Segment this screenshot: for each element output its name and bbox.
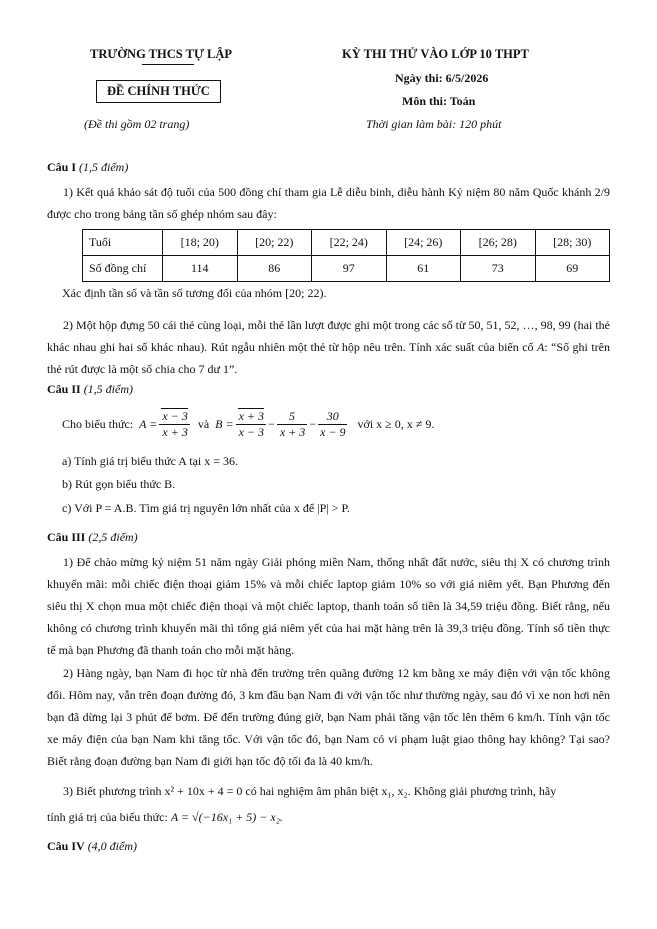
pages-note: (Đề thi gồm 02 trang) — [84, 117, 190, 131]
school-underline — [142, 64, 194, 65]
ask-group: [20; 22) — [285, 286, 324, 300]
table-row-count — [83, 256, 610, 282]
ask-text: Xác định tần số và tần số tương đối của nhóm — [62, 286, 286, 300]
question-2-part-a: a) Tính giá trị biểu thức A tại x = 36. — [62, 454, 239, 468]
question-2-label: Câu II — [47, 382, 81, 396]
event-description: : “Số ghi trên thẻ rút được là một số chia cho 7 dư 1”. — [47, 340, 610, 376]
table-cell-count: 97 — [312, 256, 387, 282]
table-cell-group: [28; 30) — [535, 230, 610, 256]
term-3-numerator: 30 — [318, 409, 347, 425]
expression-intro: Cho biểu thức: — [62, 416, 134, 431]
official-stamp: ĐỀ CHÍNH THỨC — [96, 80, 221, 103]
expression-A-name: A = — [139, 416, 158, 431]
part-2-text: 2) Một hộp đựng 50 cái thẻ cùng loại, mỗi thẻ lần lượt được ghi một trong các số từ 50, 51, 52, …, 98, 99 (hai thẻ khác nhau ghi hai số khác nhau). Rút ngẫu nhiên một thẻ từ hộp nêu trên. Tính xác suất của biến cố — [47, 318, 610, 354]
exam-subject: Môn thi: Toán — [402, 94, 476, 108]
table-cell-count: 114 — [163, 256, 238, 282]
and-word: và — [197, 416, 210, 431]
expression-B-term-3 — [318, 409, 347, 440]
question-1-part-1-ask — [62, 286, 326, 301]
question-3-heading — [47, 530, 138, 545]
table-cell-group: [22; 24) — [312, 230, 387, 256]
expression-A-numerator: x − 3 — [162, 408, 188, 423]
question-3-part-3-expression — [47, 810, 283, 825]
exam-title: KỲ THI THỬ VÀO LỚP 10 THPT — [342, 47, 529, 61]
expression-B-name: B = — [215, 416, 234, 431]
frequency-table — [82, 229, 610, 282]
question-1-part-2 — [47, 314, 610, 380]
ask-end: . — [323, 286, 327, 300]
expression-A: A = √(−16x₁ + 5) − x₂. — [170, 810, 283, 824]
expression-line — [62, 404, 434, 444]
expression-condition: với x ≥ 0, x ≠ 9. — [357, 416, 435, 431]
question-3-part-1: 1) Để chào mừng kỷ niệm 51 năm ngày Giải phóng miền Nam, thống nhất đất nước, siêu thị X có chương trình khuyến mãi: mỗi chiếc điện thoại giảm 15% và mỗi chiếc laptop giảm 10% so với giá niêm yết. Bạn Phương đến siêu thị X chọn mua một chiếc điện thoại và một chiếc laptop, thanh toán số tiền là 34,59 triệu đồng. Biết rằng, nếu không có chương trình khuyến mãi thì tổng giá niêm yết của hai mặt hàng trên là 39,3 triệu đồng. Tính số tiền thực tế mà bạn Phương đã thanh toán cho mỗi mặt hàng. — [47, 555, 610, 657]
expression-B-term-2 — [277, 409, 307, 440]
question-2-part-b: b) Rút gọn biểu thức B. — [62, 477, 176, 491]
school-name: TRƯỜNG THCS TỰ LẬP — [90, 47, 233, 61]
term-3-denominator: x − 9 — [320, 424, 346, 439]
question-3-label: Câu III — [47, 530, 86, 544]
expression-B-term-1 — [236, 409, 266, 440]
expression-prefix: tính giá trị của biểu thức: — [47, 810, 168, 824]
question-3-part-3: 3) Biết phương trình x² + 10x + 4 = 0 có hai nghiệm âm phân biệt x₁, x₂. Không giải phương trình, hãy — [63, 784, 557, 798]
term-1-numerator: x + 3 — [238, 408, 265, 423]
table-cell-group: [20; 22) — [237, 230, 312, 256]
minus-sign: − — [268, 416, 275, 431]
table-header-count: Số đồng chí — [83, 256, 163, 282]
question-4-heading — [47, 839, 137, 854]
expression-A-denominator: x + 3 — [162, 424, 188, 439]
table-cell-count: 69 — [535, 256, 610, 282]
term-2-numerator: 5 — [277, 409, 307, 425]
table-row-age — [83, 230, 610, 256]
table-cell-group: [26; 28) — [461, 230, 536, 256]
minus-sign: − — [309, 416, 317, 431]
question-4-label: Câu IV — [47, 839, 85, 853]
question-2-heading — [47, 382, 133, 397]
question-1-points: (1,5 điểm) — [79, 160, 129, 174]
question-2-points: (1,5 điểm) — [83, 382, 134, 396]
question-2-part-c: c) Với P = A.B. Tìm giá trị nguyên lớn nhất của x để |P| > P. — [62, 501, 350, 515]
question-4-points: (4,0 điểm) — [87, 839, 138, 853]
question-3-part-2: 2) Hàng ngày, bạn Nam đi học từ nhà đến trường trên quãng đường 12 km bằng xe máy điện với vận tốc không đổi. Hôm nay, vẫn trên đoạn đường đó, 3 km đầu bạn Nam đi với vận tốc như thường ngày, sau đó vì xe non hơi nên bạn đã dừng lại 3 phút để bơm. Để đến trường đúng giờ, bạn Nam phải tăng vận tốc lên thêm 6 km/h. Tính vận tốc xe máy điện của bạn Nam khi tăng tốc. Với vận tốc đó, bạn Nam có vi phạm luật giao thông hay không? Tại sao? Biết rằng đoạn đường bạn Nam đi giới hạn tốc độ tối đa là 40 km/h. — [47, 666, 610, 768]
table-cell-group: [18; 20) — [163, 230, 238, 256]
question-1-label: Câu I — [47, 160, 77, 174]
event-name: A — [536, 340, 545, 354]
exam-duration: Thời gian làm bài: 120 phút — [366, 117, 502, 131]
question-1-heading — [47, 160, 128, 175]
table-header-age: Tuổi — [83, 230, 163, 256]
question-3-points: (2,5 điểm) — [88, 530, 138, 544]
exam-date: Ngày thi: 6/5/2026 — [395, 71, 489, 85]
expression-A-fraction — [159, 409, 189, 440]
term-1-denominator: x − 3 — [238, 424, 265, 439]
question-1-part-1: 1) Kết quả khảo sát độ tuổi của 500 đồng chí tham gia Lễ diễu binh, diễu hành Kỷ niệm 80 năm Quốc khánh 2/9 được cho trong bảng tần số ghép nhóm sau đây: — [47, 185, 610, 221]
term-2-denominator: x + 3 — [279, 424, 306, 439]
table-cell-group: [24; 26) — [386, 230, 461, 256]
table-cell-count: 86 — [237, 256, 312, 282]
table-cell-count: 73 — [461, 256, 536, 282]
table-cell-count: 61 — [386, 256, 461, 282]
